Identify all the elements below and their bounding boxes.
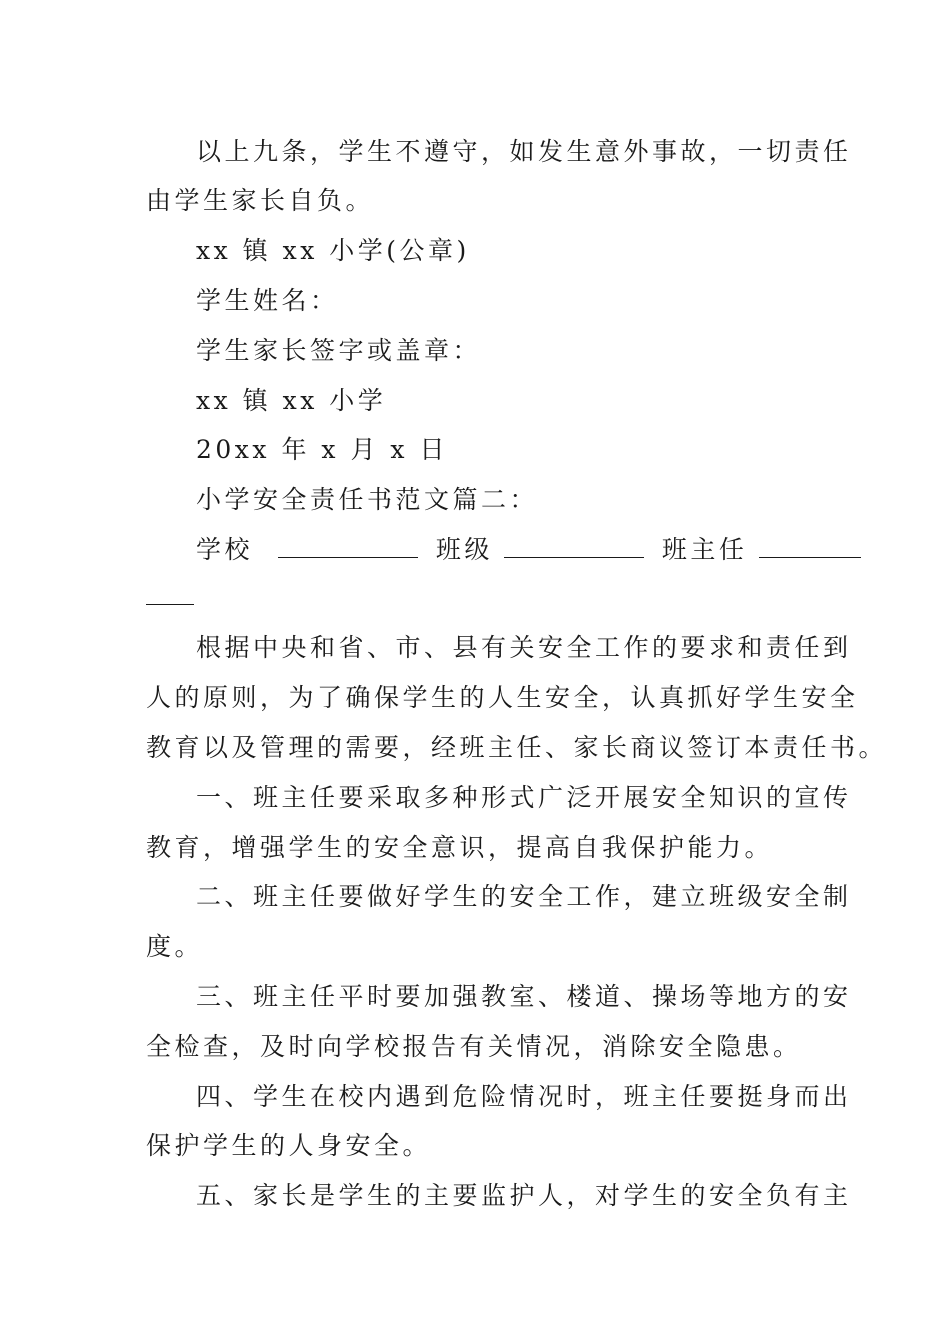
- school-line: xx 镇 xx 小学: [196, 386, 387, 415]
- teacher-blank: [759, 535, 861, 558]
- paragraph-line: 一、班主任要采取多种形式广泛开展安全知识的宣传: [196, 783, 852, 812]
- paragraph-line: 由学生家长自负。: [146, 186, 375, 215]
- paragraph-line: 人的原则，为了确保学生的人生安全，认真抓好学生安全: [146, 683, 859, 712]
- paragraph-line: 全检查，及时向学校报告有关情况，消除安全隐患。: [146, 1032, 802, 1061]
- class-blank: [504, 535, 644, 558]
- paragraph-line: 三、班主任平时要加强教室、楼道、操场等地方的安: [196, 982, 852, 1011]
- school-field-label: 学校: [196, 535, 254, 564]
- paragraph-line: 教育，增强学生的安全意识，提高自我保护能力。: [146, 833, 774, 862]
- paragraph-line: 五、家长是学生的主要监护人，对学生的安全负有主: [196, 1181, 852, 1210]
- section-title: 小学安全责任书范文篇二：: [196, 485, 539, 514]
- seal-line: xx 镇 xx 小学(公章): [196, 236, 470, 265]
- date-line: 20xx 年 x 月 x 日: [196, 435, 448, 464]
- teacher-blank-continuation: [146, 604, 194, 605]
- paragraph-line: 保护学生的人身安全。: [146, 1131, 432, 1160]
- parent-sign-label: 学生家长签字或盖章：: [196, 336, 482, 365]
- teacher-field-label: 班主任: [661, 535, 748, 564]
- student-name-label: 学生姓名：: [196, 286, 339, 315]
- class-field-label: 班级: [435, 535, 493, 564]
- form-fields-row: [196, 535, 867, 565]
- school-blank: [278, 535, 418, 558]
- paragraph-line: 四、学生在校内遇到危险情况时，班主任要挺身而出: [196, 1082, 852, 1111]
- paragraph-line: 二、班主任要做好学生的安全工作，建立班级安全制: [196, 882, 852, 911]
- paragraph-line: 以上九条，学生不遵守，如发生意外事故，一切责任: [196, 137, 852, 166]
- paragraph-line: 根据中央和省、市、县有关安全工作的要求和责任到: [196, 633, 852, 662]
- paragraph-line: 度。: [146, 932, 204, 961]
- paragraph-line: 教育以及管理的需要，经班主任、家长商议签订本责任书。: [146, 733, 888, 762]
